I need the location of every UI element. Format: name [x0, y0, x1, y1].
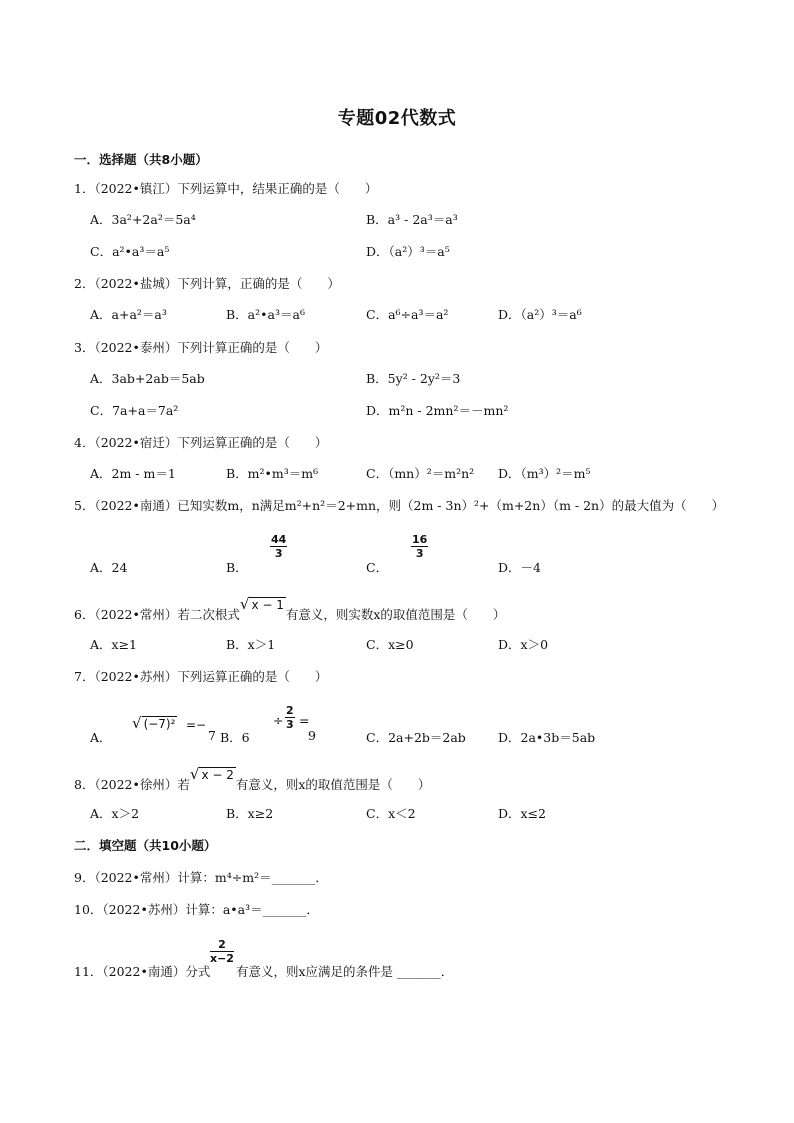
fraction-denominator: 3	[274, 547, 283, 560]
question-5-option-d: D．－4	[498, 560, 541, 575]
question-8-option-c: C．x＜2	[366, 806, 416, 821]
question-3-option-a: A．3ab+2ab＝5ab	[90, 371, 205, 386]
page-title: 专题02代数式	[337, 108, 457, 129]
question-7-option-b-divide: ÷	[273, 713, 284, 728]
question-4-stem: 4．（2022•宿迁）下列运算正确的是（ ）	[74, 435, 328, 450]
question-6-option-c: C．x≥0	[366, 637, 414, 652]
fraction-denominator: x−2	[210, 952, 234, 965]
question-2-stem: 2．（2022•盐城）下列计算，正确的是（ ）	[74, 276, 340, 291]
question-8-option-d: D．x≤2	[498, 806, 546, 821]
question-4-option-b: B．m²•m³＝m⁶	[226, 466, 319, 481]
question-7-option-b-value: 9	[308, 728, 316, 743]
question-8-option-a: A．x＞2	[90, 806, 140, 821]
question-2-option-d: D．（a²）³＝a⁶	[498, 307, 582, 322]
question-5-option-b: B．	[226, 560, 248, 575]
stem-suffix: 有意义，则实数x的取值范围是（ ）	[285, 607, 506, 622]
fraction-numerator: 2	[286, 704, 294, 717]
section-heading-fill: 二．填空题（共10小题）	[74, 838, 217, 853]
question-1-stem: 1．（2022•镇江）下列运算中，结果正确的是（ ）	[74, 181, 378, 196]
question-7-option-a-radical: √ (−7)²	[132, 714, 176, 732]
question-8-option-b: B．x≥2	[226, 806, 274, 821]
question-7-option-a-value: 7	[208, 728, 216, 743]
radical-expression: √ x − 1	[239, 595, 284, 613]
question-4-option-a: A．2m - m＝1	[90, 466, 176, 481]
question-6-stem	[74, 595, 506, 623]
question-3-option-d: D．m²n - 2mn²＝－mn²	[366, 403, 509, 418]
question-7-option-b-equals: =	[299, 713, 310, 728]
fraction-numerator: 2	[210, 938, 234, 952]
question-7-option-d: D．2a•3b＝5ab	[498, 730, 596, 745]
question-5-option-c: C．	[366, 560, 389, 575]
question-7-option-b-fraction	[285, 704, 295, 731]
question-7-option-a: A．	[90, 730, 112, 745]
question-11-prefix: 11．（2022•南通）分式	[74, 964, 211, 979]
section-heading-choice: 一．选择题（共8小题）	[74, 152, 208, 167]
radicand: x − 1	[251, 598, 284, 612]
question-1-option-c: C．a²•a³＝a⁵	[90, 244, 170, 259]
question-11-suffix: 有意义，则x应满足的条件是 _______．	[236, 964, 454, 979]
question-7-option-a-equals: =−	[186, 718, 207, 732]
question-1-option-a: A．3a²+2a²＝5a⁴	[90, 212, 196, 227]
question-5-stem: 5．（2022•南通）已知实数m，n满足m²+n²＝2+mn，则（2m - 3n）²+（m+2n）（m - 2n）的最大值为（ ）	[74, 498, 725, 513]
question-3-stem: 3．（2022•泰州）下列计算正确的是（ ）	[74, 340, 328, 355]
question-6-option-b: B．x＞1	[226, 637, 276, 652]
question-3-option-c: C．7a+a＝7a²	[90, 403, 179, 418]
question-7-option-c: C．2a+2b＝2ab	[366, 730, 466, 745]
fraction-denominator: 3	[286, 718, 294, 731]
question-1-option-d: D．（a²）³＝a⁵	[366, 244, 450, 259]
question-7-option-b: B．6	[220, 730, 250, 745]
fraction-denominator: 3	[415, 547, 424, 560]
question-5-option-a: A．24	[90, 560, 128, 575]
stem-prefix: 6．（2022•常州）若二次根式	[74, 607, 240, 622]
radical-expression: √ x − 2	[189, 765, 234, 783]
question-2-option-a: A．a+a²＝a³	[90, 307, 167, 322]
question-9: 9．（2022•常州）计算：m⁴÷m²＝_______．	[74, 870, 328, 885]
stem-prefix: 8．（2022•徐州）若	[74, 777, 190, 792]
stem-suffix: 有意义，则x的取值范围是（ ）	[235, 777, 431, 792]
question-8-stem	[74, 765, 431, 793]
question-5-option-c-fraction	[411, 533, 428, 560]
question-6-option-a: A．x≥1	[90, 637, 138, 652]
question-1-option-b: B．a³ - 2a³＝a³	[366, 212, 458, 227]
question-2-option-c: C．a⁶÷a³＝a²	[366, 307, 449, 322]
question-2-option-b: B．a²•a³＝a⁶	[226, 307, 305, 322]
question-11-fraction	[210, 938, 234, 965]
question-3-option-b: B．5y² - 2y²＝3	[366, 371, 461, 386]
question-4-option-d: D．（m³）²＝m⁵	[498, 466, 591, 481]
radicand: (−7)²	[143, 717, 176, 731]
radicand: x − 2	[201, 768, 234, 782]
fraction-numerator: 44	[271, 533, 287, 546]
fraction-numerator: 16	[412, 533, 428, 546]
question-10: 10．（2022•苏州）计算：a•a³＝_______．	[74, 902, 319, 917]
question-7-stem: 7．（2022•苏州）下列运算正确的是（ ）	[74, 669, 328, 684]
question-4-option-c: C．（mn）²＝m²n²	[366, 466, 475, 481]
question-6-option-d: D．x＞0	[498, 637, 549, 652]
question-5-option-b-fraction	[270, 533, 287, 560]
